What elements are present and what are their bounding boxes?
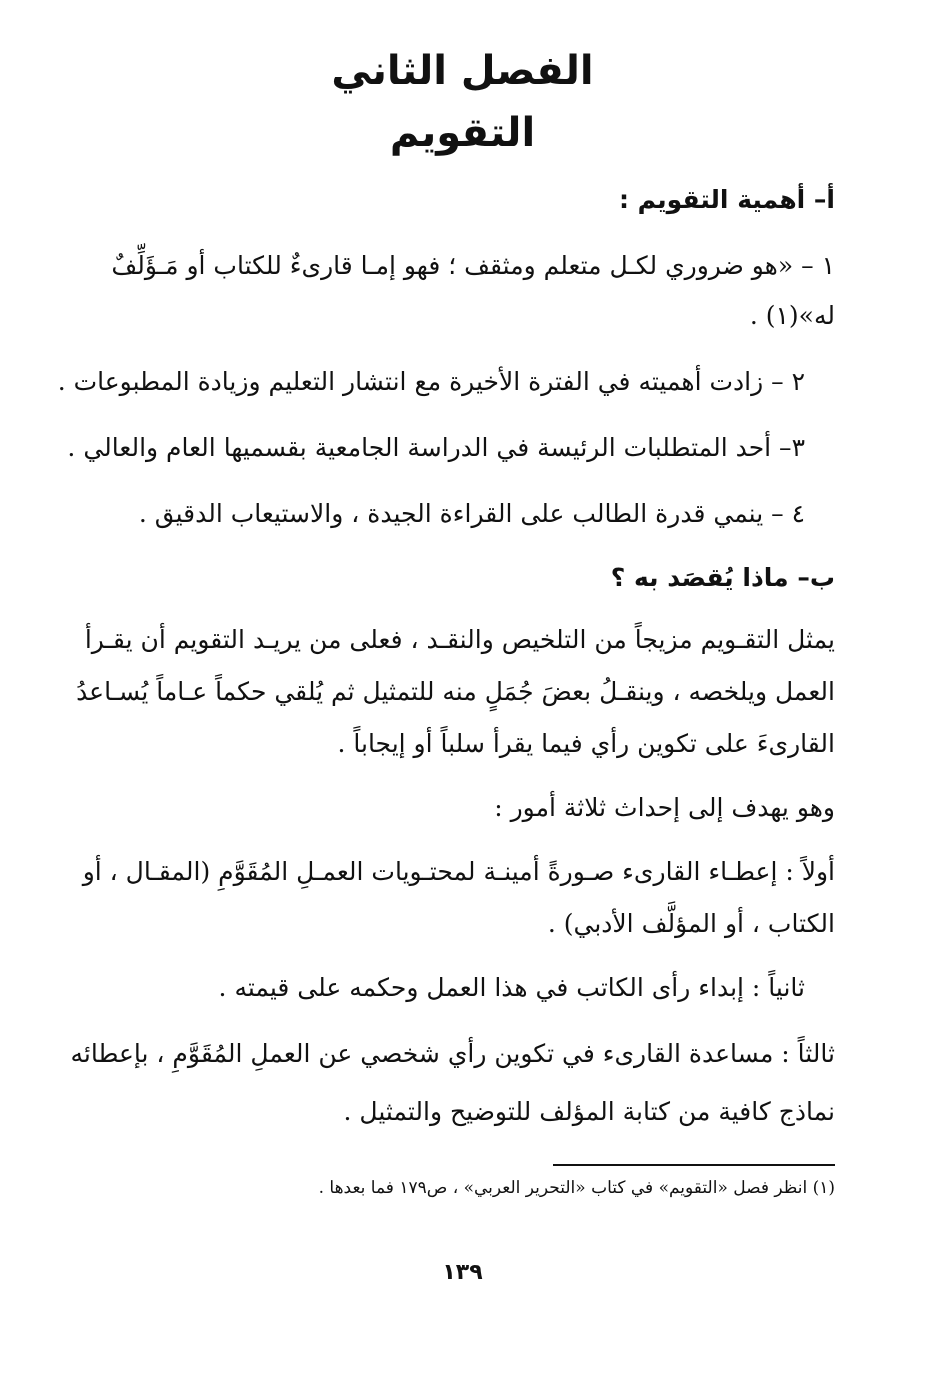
goals-intro: وهو يهدف إلى إحداث ثلاثة أمور : <box>494 793 835 822</box>
paragraph-line-1: يمثل التقـويم مزيجاً من التلخيص والنقـد ، فعلى من يريـد التقويم أن يقـرأ <box>84 625 835 654</box>
chapter-subtitle: التقويم <box>389 110 536 156</box>
chapter-title: الفصل الثاني <box>331 48 594 94</box>
section-b-heading: ب– ماذا يُقصَد به ؟ <box>610 563 835 592</box>
page-number: ١٣٩ <box>442 1260 483 1285</box>
footnote-divider <box>553 1164 835 1166</box>
list-item-1-line-2: له»(١) . <box>749 301 835 330</box>
goal-third-line-2: نماذج كافية من كتابة المؤلف للتوضيح والتمثيل . <box>343 1097 835 1126</box>
list-item-2: ٢ – زادت أهميته في الفترة الأخيرة مع انتشار التعليم وزيادة المطبوعات . <box>57 367 805 396</box>
list-item-3: ٣– أحد المتطلبات الرئيسة في الدراسة الجامعية بقسميها العام والعالي . <box>67 433 805 462</box>
footnote: (١) انظر فصل «التقويم» في كتاب «التحرير العربي» ، ص١٧٩ فما بعدها . <box>318 1178 835 1198</box>
list-item-1-line-1: ١ – «هو ضروري لكـل متعلم ومثقف ؛ فهو إمـا قارىءٌ للكتاب أو مَـؤَلِّفٌ <box>111 251 835 280</box>
goal-second: ثانياً : إبداء رأى الكاتب في هذا العمل وحكمه على قيمته . <box>218 973 805 1002</box>
paragraph-line-2: العمل ويلخصه ، وينقـلُ بعضَ جُمَلٍ منه للتمثيل ثم يُلقي حكماً عـاماً يُسـاعدُ <box>76 677 835 706</box>
section-a-heading: أ– أهمية التقويم : <box>618 185 835 214</box>
list-item-4: ٤ – ينمي قدرة الطالب على القراءة الجيدة ، والاستيعاب الدقيق . <box>138 499 805 528</box>
goal-first-line-2: الكتاب ، أو المؤلَّف الأدبي) . <box>547 909 835 938</box>
goal-third-line-1: ثالثاً : مساعدة القارىء في تكوين رأي شخصي عن العملِ المُقَوَّمِ ، بإعطائه <box>70 1039 835 1068</box>
paragraph-line-3: القارىءَ على تكوين رأي فيما يقرأ سلباً أو إيجاباً . <box>337 729 835 758</box>
goal-first-line-1: أولاً : إعطـاء القارىء صـورةً أمينـة لمحتـويات العمـلِ المُقَوَّمِ (المقـال ، أو <box>82 857 835 886</box>
